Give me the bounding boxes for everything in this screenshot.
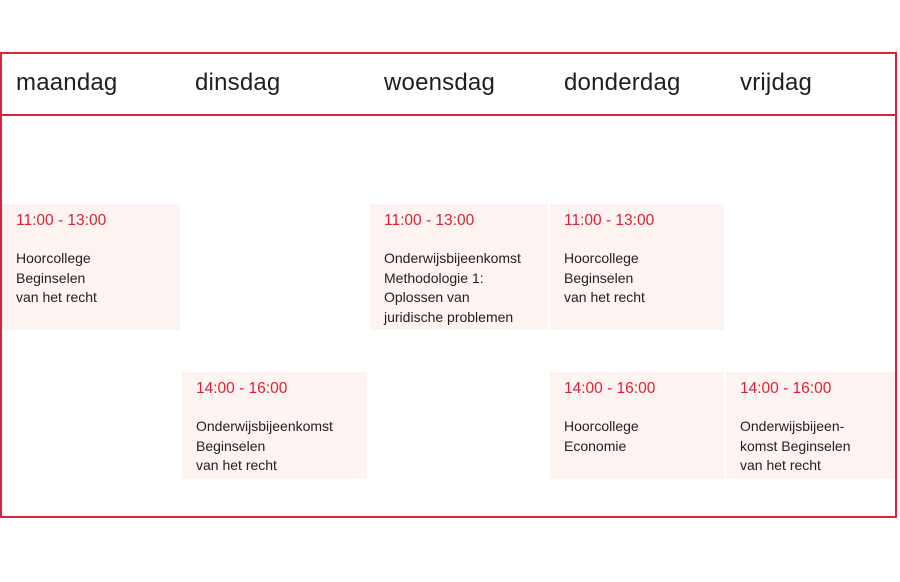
- slot-time: 14:00 - 16:00: [564, 380, 656, 397]
- slot-time: 14:00 - 16:00: [740, 380, 832, 397]
- slot-time: 14:00 - 16:00: [196, 380, 288, 397]
- timetable: [0, 52, 897, 518]
- day-header-donderdag: donderdag: [564, 69, 681, 96]
- slot-time: 11:00 - 13:00: [564, 212, 655, 229]
- day-header-woensdag: woensdag: [384, 69, 496, 96]
- header-divider: [2, 114, 895, 116]
- slot-title: Hoorcollege Economie: [564, 418, 639, 454]
- day-header-vrijdag: vrijdag: [740, 69, 813, 96]
- slot-title: Onderwijsbijeenkomst Methodologie 1: Oplossen van juridische problemen: [384, 250, 521, 325]
- slot-donderdag-1400[interactable]: [550, 372, 724, 479]
- slot-vrijdag-1400[interactable]: [726, 372, 895, 479]
- slot-time: 11:00 - 13:00: [16, 212, 107, 229]
- slot-donderdag-1100[interactable]: [550, 204, 724, 330]
- slot-dinsdag-1400[interactable]: [182, 372, 367, 479]
- slot-maandag-1100[interactable]: [2, 204, 180, 330]
- slot-time: 11:00 - 13:00: [384, 212, 475, 229]
- day-header-maandag: maandag: [16, 69, 118, 96]
- day-header-dinsdag: dinsdag: [195, 69, 281, 96]
- slot-title: Onderwijsbijeen- komst Beginselen van het recht: [740, 418, 851, 473]
- slot-title: Hoorcollege Beginselen van het recht: [16, 250, 97, 305]
- slot-title: Hoorcollege Beginselen van het recht: [564, 250, 645, 305]
- slot-title: Onderwijsbijeenkomst Beginselen van het recht: [196, 418, 333, 473]
- slot-woensdag-1100[interactable]: [370, 204, 548, 330]
